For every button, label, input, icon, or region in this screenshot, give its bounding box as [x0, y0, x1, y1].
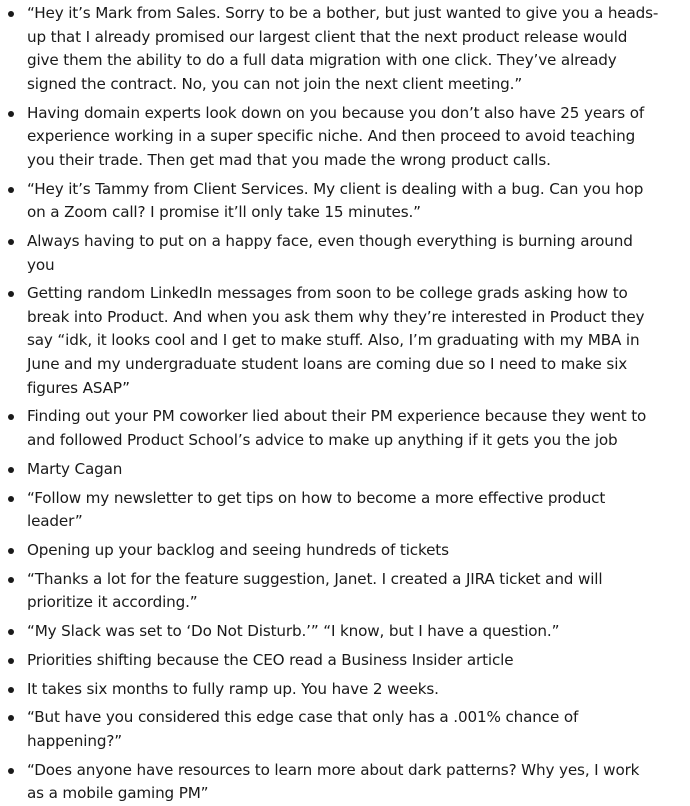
bullet-icon	[8, 291, 14, 297]
bullet-icon	[8, 715, 14, 721]
bullet-icon	[8, 548, 14, 554]
bullet-icon	[8, 11, 14, 17]
bullet-icon	[8, 239, 14, 245]
list-item	[0, 620, 690, 644]
list-item	[0, 649, 690, 673]
list-item	[0, 539, 690, 563]
bullet-icon	[8, 187, 14, 193]
list-item	[0, 487, 690, 534]
list-item-text: Finding out your PM coworker lied about their PM experience because they went to and followed Product School’s advice to make up anything if it gets you the job	[27, 407, 647, 450]
list-item-text: It takes six months to fully ramp up. You have 2 weeks.	[27, 679, 439, 698]
bullet-icon	[8, 658, 14, 664]
bullet-icon	[8, 111, 14, 117]
list-item-text: “Hey it’s Mark from Sales. Sorry to be a bother, but just wanted to give you a heads-up that I already promised our largest client that the next product release would give them the ability to do a full data migration with one click. They’ve already signed the contract. No, you can not join the next client meeting.”	[27, 4, 659, 93]
list-item	[0, 759, 690, 806]
bullet-icon	[8, 577, 14, 583]
bullet-icon	[8, 496, 14, 502]
list-item	[0, 706, 690, 753]
bullet-icon	[8, 687, 14, 693]
list-item	[0, 282, 690, 400]
list-item-text: Priorities shifting because the CEO read a Business Insider article	[27, 650, 514, 669]
list-item-text: “But have you considered this edge case that only has a .001% chance of happening?”	[27, 708, 579, 751]
list-item	[0, 178, 690, 225]
list-item-text: “Does anyone have resources to learn more about dark patterns? Why yes, I work as a mobile gaming PM”	[27, 760, 640, 803]
list-item	[0, 102, 690, 173]
list-item	[0, 678, 690, 702]
list-item-text: “Thanks a lot for the feature suggestion, Janet. I created a JIRA ticket and will prioritize it according.”	[27, 569, 603, 612]
list-item	[0, 458, 690, 482]
list-item-text: “Hey it’s Tammy from Client Services. My client is dealing with a bug. Can you hop on a Zoom call? I promise it’ll only take 15 minutes.”	[27, 179, 644, 222]
bullet-icon	[8, 467, 14, 473]
list-item	[0, 230, 690, 277]
list-item	[0, 2, 690, 96]
bullet-icon	[8, 768, 14, 774]
list-item-text: Opening up your backlog and seeing hundreds of tickets	[27, 540, 449, 559]
list-item-text: “My Slack was set to ‘Do Not Disturb.’” “I know, but I have a question.”	[27, 622, 560, 641]
bullet-icon	[8, 629, 14, 635]
list-item	[0, 405, 690, 452]
list-item-text: Marty Cagan	[27, 459, 123, 478]
list-item-text: Always having to put on a happy face, even though everything is burning around you	[27, 231, 633, 274]
list-item-text: Getting random LinkedIn messages from soon to be college grads asking how to break into Product. And when you ask them why they’re interested in Product they say “idk, it looks cool and I get to make stuff. Also, I’m graduating with my MBA in June and my undergraduate student loans are coming due so I need to make six figures ASAP”	[27, 284, 645, 397]
bullet-icon	[8, 414, 14, 420]
list-item-text: Having domain experts look down on you because you don’t also have 25 years of experience working in a super specific niche. And then proceed to avoid teaching you their trade. Then get mad that you made the wrong product calls.	[27, 103, 645, 169]
list-item-text: “Follow my newsletter to get tips on how to become a more effective product leader”	[27, 488, 606, 531]
list-item	[0, 568, 690, 615]
